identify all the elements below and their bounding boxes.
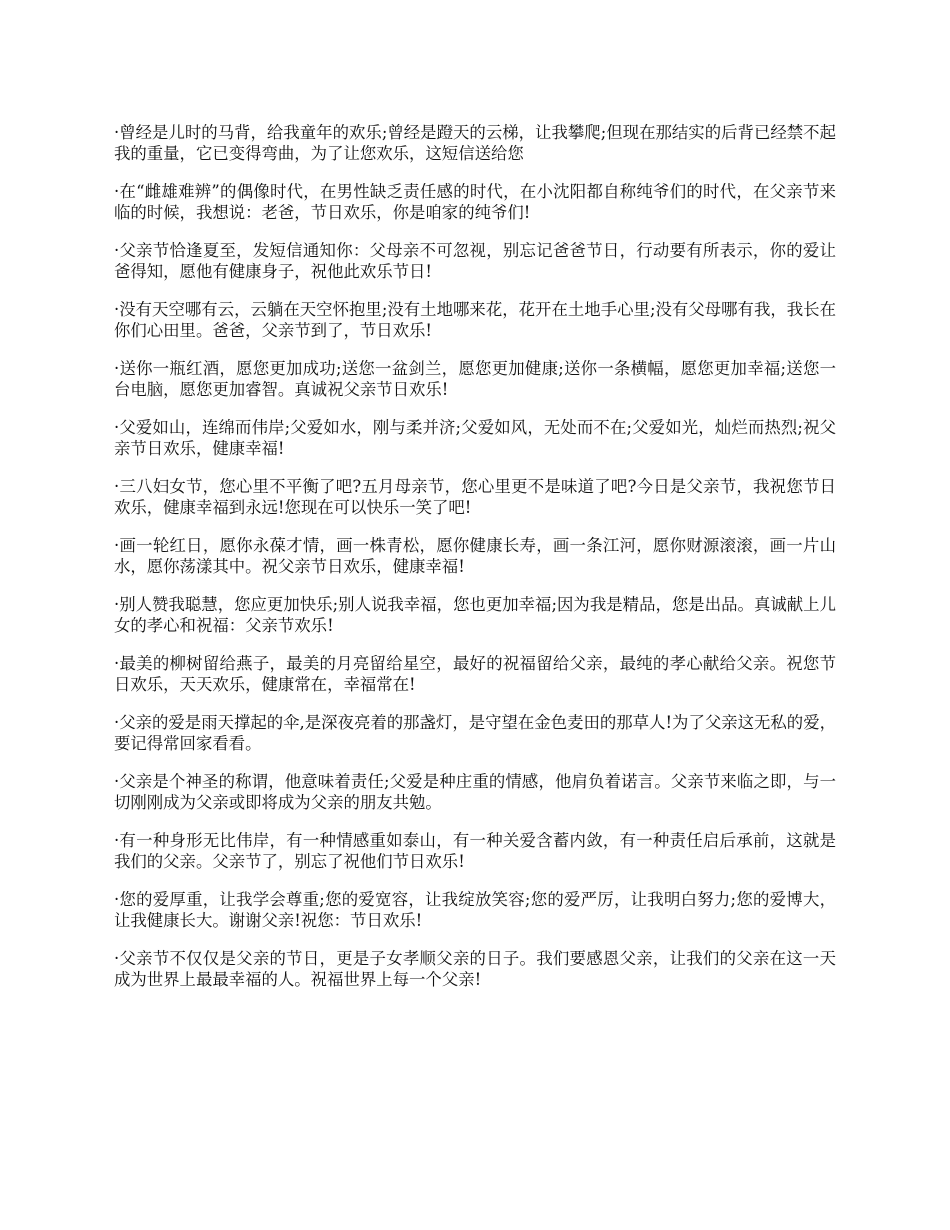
paragraph: ·送你一瓶红酒，愿您更加成功;送您一盆剑兰，愿您更加健康;送你一条横幅，愿您更加幸福;送您一台电脑，愿您更加睿智。真诚祝父亲节日欢乐! xyxy=(114,359,836,399)
paragraph: ·父亲节不仅仅是父亲的节日，更是子女孝顺父亲的日子。我们要感恩父亲，让我们的父亲在这一天成为世界上最最幸福的人。祝福世界上每一个父亲! xyxy=(114,949,836,989)
paragraph: ·父亲是个神圣的称谓，他意味着责任;父爱是种庄重的情感，他肩负着诺言。父亲节来临之即，与一切刚刚成为父亲或即将成为父亲的朋友共勉。 xyxy=(114,772,836,812)
paragraph: ·没有天空哪有云，云躺在天空怀抱里;没有土地哪来花，花开在土地手心里;没有父母哪有我，我长在你们心田里。爸爸，父亲节到了，节日欢乐! xyxy=(114,300,836,340)
paragraph: ·在“雌雄难辨”的偶像时代，在男性缺乏责任感的时代，在小沈阳都自称纯爷们的时代，在父亲节来临的时候，我想说：老爸，节日欢乐，你是咱家的纯爷们! xyxy=(114,182,836,222)
paragraph: ·父亲的爱是雨天撑起的伞,是深夜亮着的那盏灯，是守望在金色麦田的那草人!为了父亲这无私的爱，要记得常回家看看。 xyxy=(114,713,836,753)
paragraph: ·父亲节恰逢夏至，发短信通知你：父母亲不可忽视，别忘记爸爸节日，行动要有所表示，你的爱让爸得知，愿他有健康身子，祝他此欢乐节日! xyxy=(114,241,836,281)
paragraph: ·画一轮红日，愿你永葆才情，画一株青松，愿你健康长寿，画一条江河，愿你财源滚滚，画一片山水，愿你荡漾其中。祝父亲节日欢乐，健康幸福! xyxy=(114,536,836,576)
paragraph: ·您的爱厚重，让我学会尊重;您的爱宽容，让我绽放笑容;您的爱严厉，让我明白努力;您的爱博大，让我健康长大。谢谢父亲!祝您：节日欢乐! xyxy=(114,890,836,930)
paragraph: ·最美的柳树留给燕子，最美的月亮留给星空，最好的祝福留给父亲，最纯的孝心献给父亲。祝您节日欢乐，天天欢乐，健康常在，幸福常在! xyxy=(114,654,836,694)
document-body xyxy=(114,122,836,1007)
paragraph: ·曾经是儿时的马背，给我童年的欢乐;曾经是蹬天的云梯，让我攀爬;但现在那结实的后背已经禁不起我的重量，它已变得弯曲，为了让您欢乐，这短信送给您 xyxy=(114,123,836,163)
paragraph: ·三八妇女节，您心里不平衡了吧?五月母亲节，您心里更不是味道了吧?今日是父亲节，我祝您节日欢乐，健康幸福到永远!您现在可以快乐一笑了吧! xyxy=(114,477,836,517)
paragraph: ·父爱如山，连绵而伟岸;父爱如水，刚与柔并济;父爱如风，无处而不在;父爱如光，灿烂而热烈;祝父亲节日欢乐，健康幸福! xyxy=(114,418,836,458)
paragraph: ·别人赞我聪慧，您应更加快乐;别人说我幸福，您也更加幸福;因为我是精品，您是出品。真诚献上儿女的孝心和祝福：父亲节欢乐! xyxy=(114,595,836,635)
paragraph: ·有一种身形无比伟岸，有一种情感重如泰山，有一种关爱含蓄内敛，有一种责任启后承前，这就是我们的父亲。父亲节了，别忘了祝他们节日欢乐! xyxy=(114,831,836,871)
